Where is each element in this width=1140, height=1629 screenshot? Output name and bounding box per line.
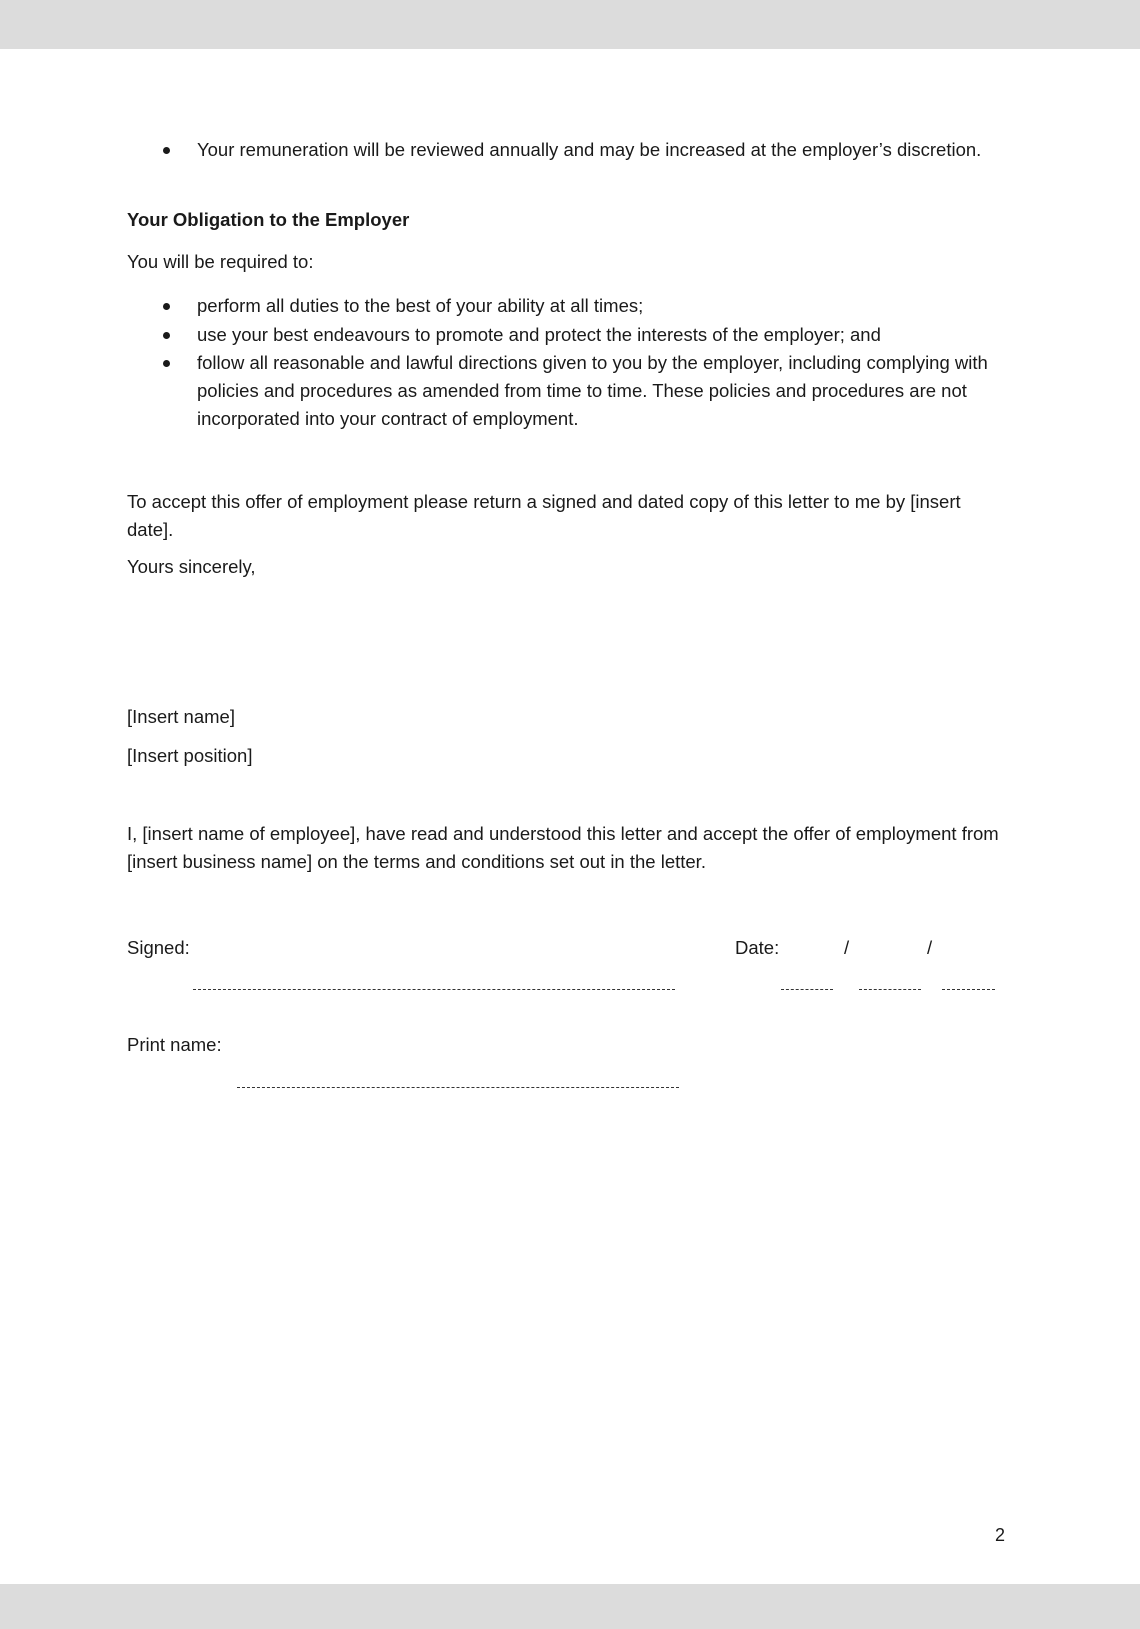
obligation-text: use your best endeavours to promote and protect the interests of the employer; and	[197, 324, 881, 345]
remuneration-bullet-text: Your remuneration will be reviewed annually and may be increased at the employer’s discretion.	[197, 139, 982, 160]
date-label: Date:	[735, 937, 780, 958]
obligation-text: perform all duties to the best of your ability at all times;	[197, 295, 644, 316]
accept-paragraph: To accept this offer of employment please return a signed and dated copy of this letter to me by [insert date].	[127, 491, 961, 540]
bullet-icon	[163, 147, 170, 154]
print-name-line[interactable]	[237, 1087, 679, 1088]
intro-text: You will be required to:	[127, 251, 314, 272]
date-year-line[interactable]	[942, 989, 995, 990]
section-heading: Your Obligation to the Employer	[127, 209, 410, 230]
bullet-icon	[163, 332, 170, 339]
document-page	[0, 49, 1140, 1584]
bullet-icon	[163, 303, 170, 310]
date-day-line[interactable]	[781, 989, 833, 990]
bullet-icon	[163, 360, 170, 367]
signature-line[interactable]	[193, 989, 675, 990]
date-month-line[interactable]	[859, 989, 921, 990]
date-separator: /	[927, 937, 933, 958]
page-number: 2	[995, 1525, 1006, 1545]
signer-name: [Insert name]	[127, 706, 235, 727]
print-name-label: Print name:	[127, 1034, 222, 1055]
date-separator: /	[844, 937, 850, 958]
obligation-text: follow all reasonable and lawful directions given to you by the employer, including complying with policies and procedures as amended from time to time. These policies and procedures are not incorporated into your contract of employment.	[197, 352, 988, 429]
signed-label: Signed:	[127, 937, 190, 958]
acknowledgement-paragraph: I, [insert name of employee], have read and understood this letter and accept the offer of employment from [insert business name] on the terms and conditions set out in the letter.	[127, 823, 999, 872]
signer-position: [Insert position]	[127, 745, 253, 766]
closing-text: Yours sincerely,	[127, 556, 256, 577]
